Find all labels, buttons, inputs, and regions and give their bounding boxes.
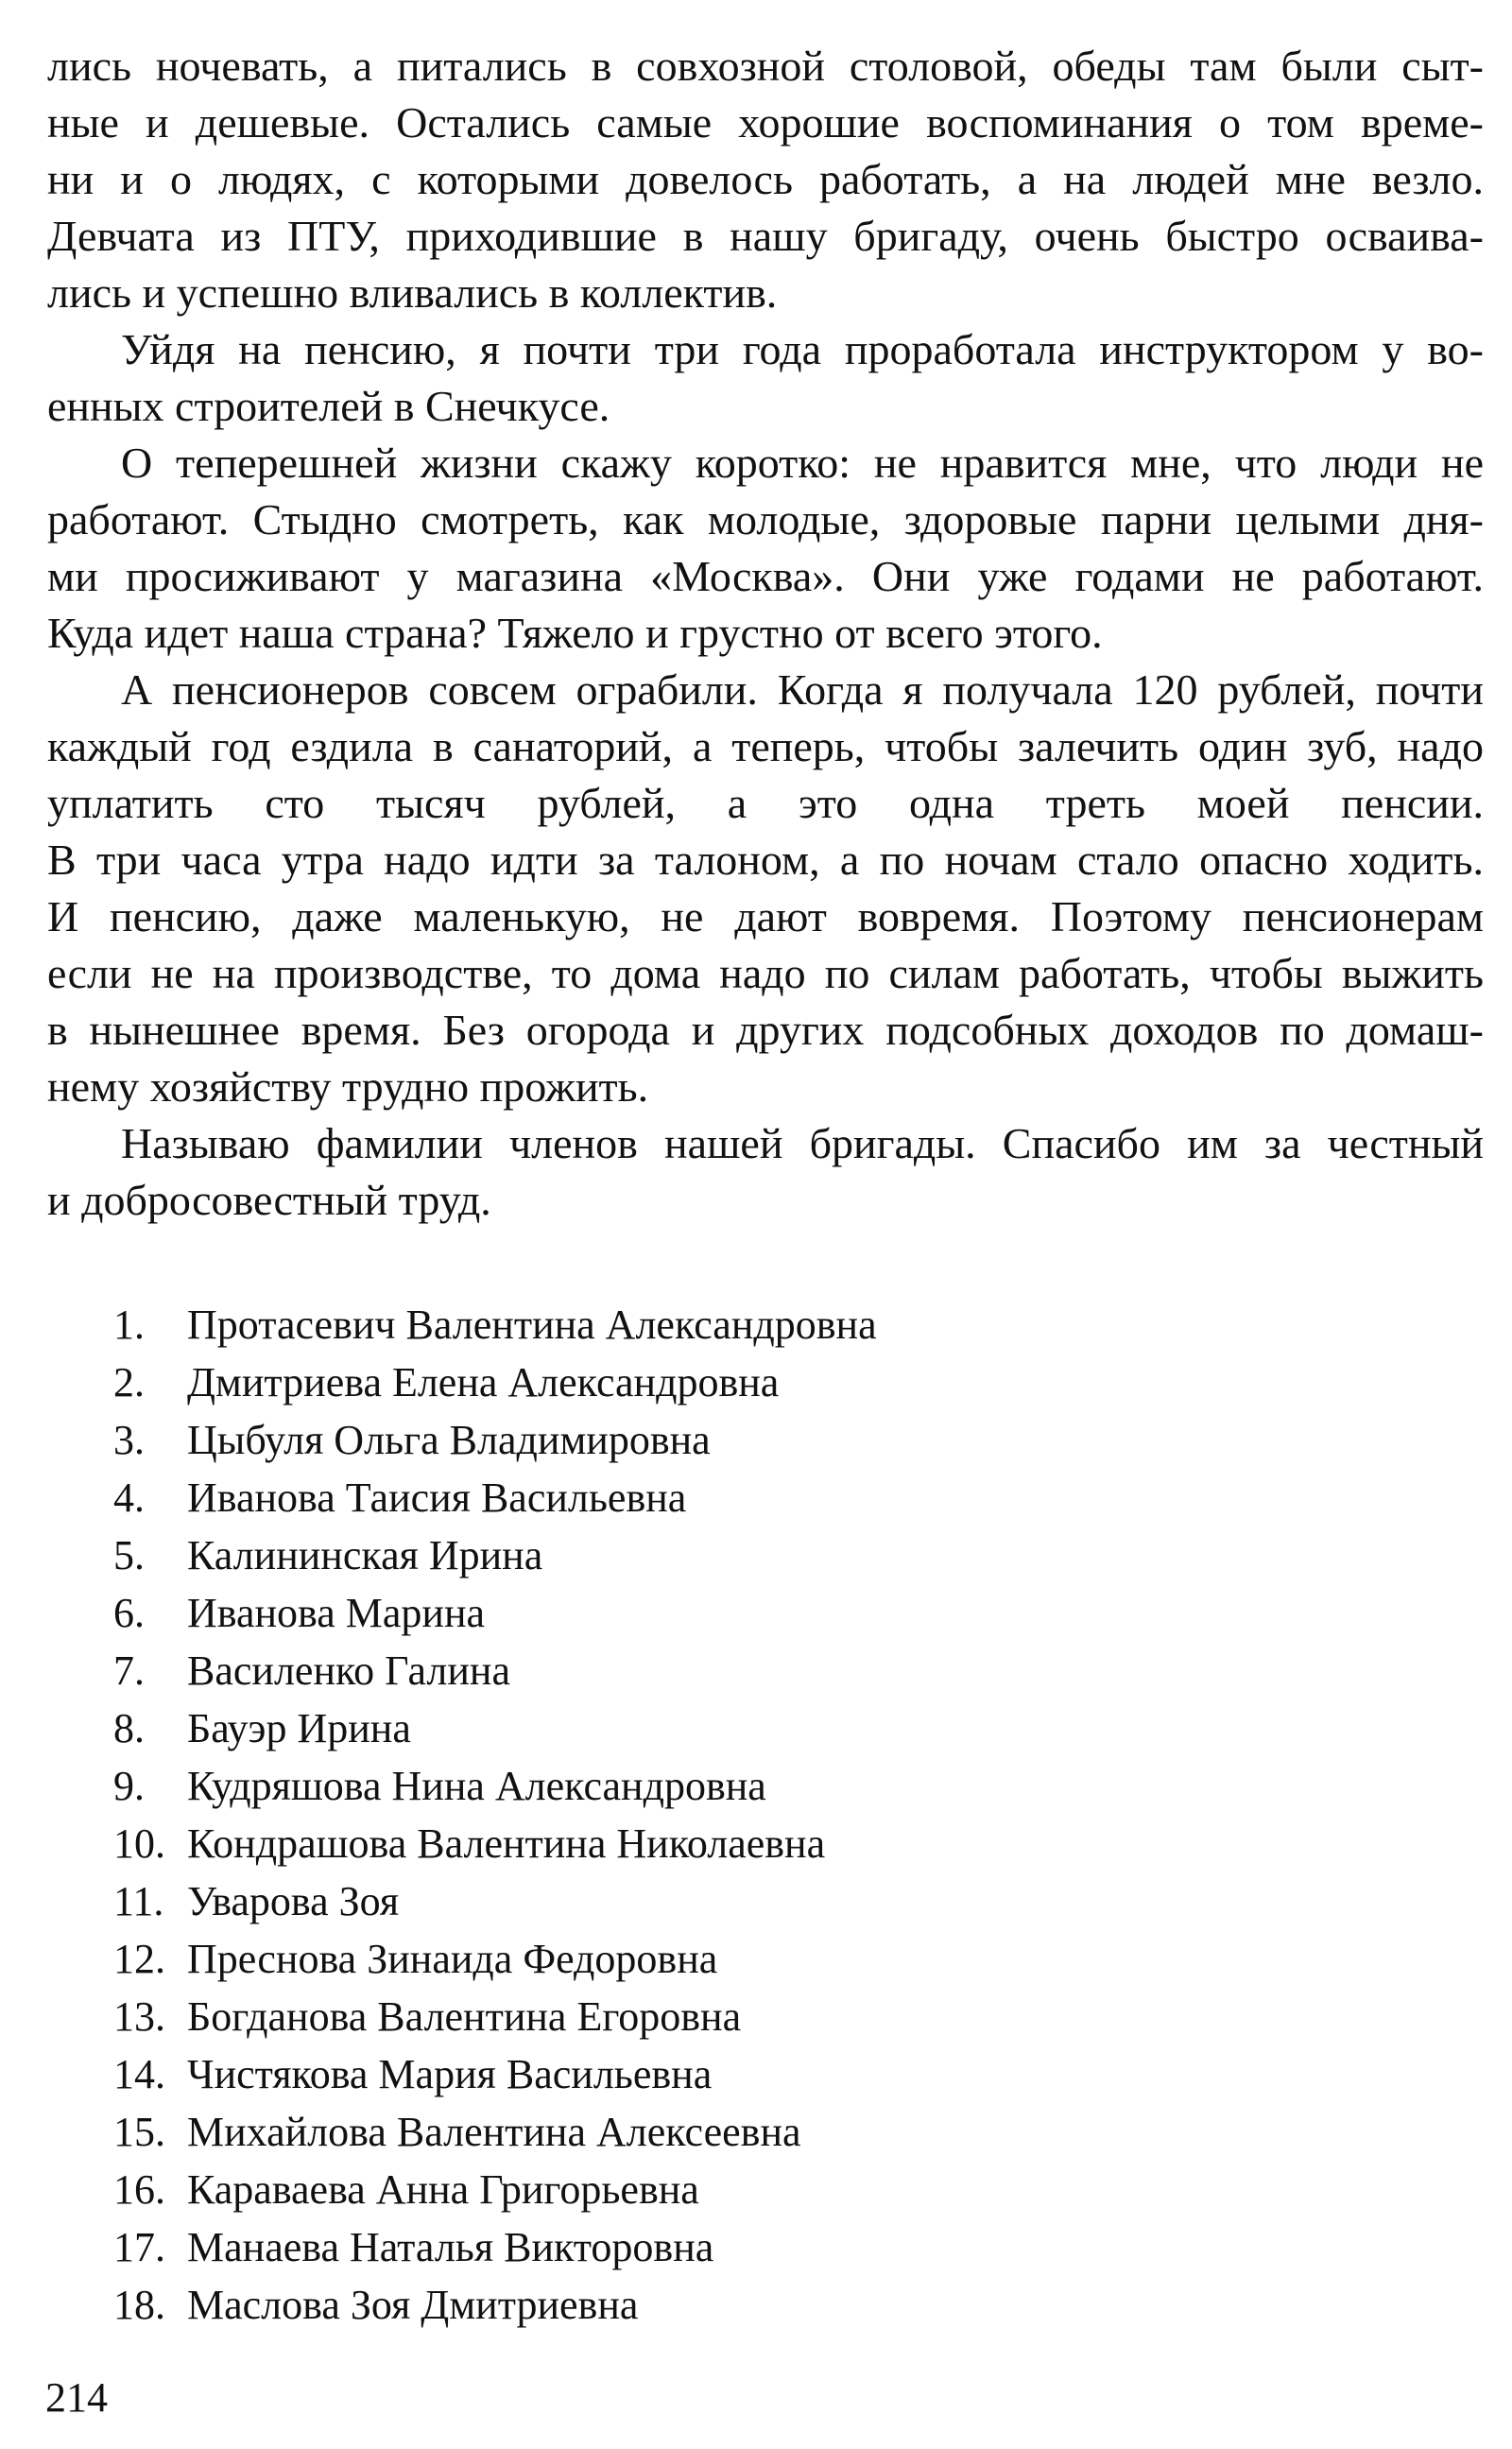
member-name: Иванова Таисия Васильевна — [187, 1475, 687, 1521]
member-name: Калининская Ирина — [187, 1532, 543, 1578]
text-line: и добросовестный труд. — [47, 1176, 491, 1224]
page-number: 214 — [45, 2374, 108, 2421]
list-number: 7. — [113, 1647, 145, 1694]
list-number: 16. — [113, 2166, 165, 2213]
list-number: 5. — [113, 1532, 145, 1578]
member-name: Бауэр Ирина — [187, 1705, 411, 1751]
list-number: 9. — [113, 1763, 145, 1809]
text-line: А пенсионеров совсем ограбили. Когда я получала 120 рублей, почти — [121, 665, 1484, 714]
text-line: работают. Стыдно смотреть, как молодые, здоровые парни целыми дня- — [47, 495, 1484, 543]
text-line: каждый год ездила в санаторий, а теперь, чтобы залечить один зуб, надо — [47, 722, 1484, 770]
list-number: 12. — [113, 1936, 165, 1982]
member-name: Кондрашова Валентина Николаевна — [187, 1820, 826, 1867]
member-name: Иванова Марина — [187, 1590, 486, 1636]
member-name: Кудряшова Нина Александровна — [187, 1763, 766, 1809]
text-line: И пенсию, даже маленькую, не дают вовремя. Поэтому пенсионерам — [47, 892, 1484, 940]
paragraph-4 — [47, 662, 1484, 1115]
member-name: Цыбуля Ольга Владимировна — [187, 1417, 711, 1463]
page-body — [47, 38, 1484, 1229]
list-number: 2. — [113, 1359, 145, 1406]
text-line: О теперешней жизни скажу коротко: не нравится мне, что люди не — [121, 439, 1484, 487]
member-name: Дмитриева Елена Александровна — [187, 1359, 780, 1406]
text-line: лись ночевать, а питались в совхозной столовой, обеды там были сыт- — [47, 42, 1484, 90]
list-number: 11. — [113, 1878, 164, 1924]
list-item — [113, 1988, 1247, 2045]
text-line: нему хозяйству трудно прожить. — [47, 1062, 649, 1111]
list-item — [113, 2045, 1247, 2103]
list-item — [113, 1411, 1247, 1469]
list-item — [113, 1584, 1247, 1642]
member-name: Богданова Валентина Егоровна — [187, 1993, 742, 2040]
text-line: лись и успешно вливались в коллектив. — [47, 268, 778, 317]
text-line: ные и дешевые. Остались самые хорошие воспоминания о том време- — [47, 98, 1484, 147]
list-number: 13. — [113, 1993, 165, 2040]
text-line: Уйдя на пенсию, я почти три года проработала инструктором у во- — [121, 325, 1484, 373]
paragraph-3 — [47, 435, 1484, 662]
list-item — [113, 1757, 1247, 1815]
list-number: 15. — [113, 2109, 165, 2155]
text-line: Девчата из ПТУ, приходившие в нашу бригаду, очень быстро осваива- — [47, 212, 1484, 260]
member-name: Василенко Галина — [187, 1647, 510, 1694]
list-item — [113, 2276, 1247, 2334]
list-item — [113, 1469, 1247, 1526]
member-name: Михайлова Валентина Алексеевна — [187, 2109, 801, 2155]
paragraph-1 — [47, 38, 1484, 321]
member-name: Маслова Зоя Дмитриевна — [187, 2282, 639, 2328]
text-line: В три часа утра надо идти за талоном, а по ночам стало опасно ходить. — [47, 836, 1484, 884]
list-number: 3. — [113, 1417, 145, 1463]
list-number: 17. — [113, 2224, 165, 2270]
list-number: 4. — [113, 1475, 145, 1521]
member-name: Манаева Наталья Викторовна — [187, 2224, 714, 2270]
list-number: 6. — [113, 1590, 145, 1636]
list-item — [113, 1354, 1247, 1411]
list-item — [113, 2218, 1247, 2276]
text-line: ни и о людях, с которыми довелось работать, а на людей мне везло. — [47, 155, 1484, 203]
list-number: 8. — [113, 1705, 145, 1751]
text-line: енных строителей в Снечкусе. — [47, 382, 610, 430]
list-number: 18. — [113, 2282, 165, 2328]
list-item — [113, 1699, 1247, 1757]
member-name: Уварова Зоя — [187, 1878, 400, 1924]
paragraph-2 — [47, 321, 1484, 435]
list-item — [113, 1872, 1247, 1930]
list-number: 14. — [113, 2051, 165, 2097]
list-item — [113, 1930, 1247, 1988]
member-name: Протасевич Валентина Александровна — [187, 1302, 877, 1348]
list-item — [113, 1815, 1247, 1872]
member-name: Преснова Зинаида Федоровна — [187, 1936, 718, 1982]
list-number: 1. — [113, 1302, 145, 1348]
text-line: уплатить сто тысяч рублей, а это одна треть моей пенсии. — [47, 779, 1484, 827]
list-item — [113, 2161, 1247, 2218]
text-line: если не на производстве, то дома надо по силам работать, чтобы выжить — [47, 949, 1484, 997]
list-item — [113, 1526, 1247, 1584]
text-line: Называю фамилии членов нашей бригады. Спасибо им за честный — [121, 1119, 1484, 1167]
list-item — [113, 2103, 1247, 2161]
list-item — [113, 1296, 1247, 1354]
list-item — [113, 1642, 1247, 1699]
text-line: в нынешнее время. Без огорода и других подсобных доходов по домаш- — [47, 1006, 1484, 1054]
list-number: 10. — [113, 1820, 165, 1867]
member-name: Чистякова Мария Васильевна — [187, 2051, 713, 2097]
text-line: Куда идет наша страна? Тяжело и грустно от всего этого. — [47, 609, 1103, 657]
brigade-member-list — [113, 1296, 1247, 2334]
paragraph-5 — [47, 1115, 1484, 1229]
text-line: ми просиживают у магазина «Москва». Они уже годами не работают. — [47, 552, 1484, 600]
member-name: Караваева Анна Григорьевна — [187, 2166, 699, 2213]
